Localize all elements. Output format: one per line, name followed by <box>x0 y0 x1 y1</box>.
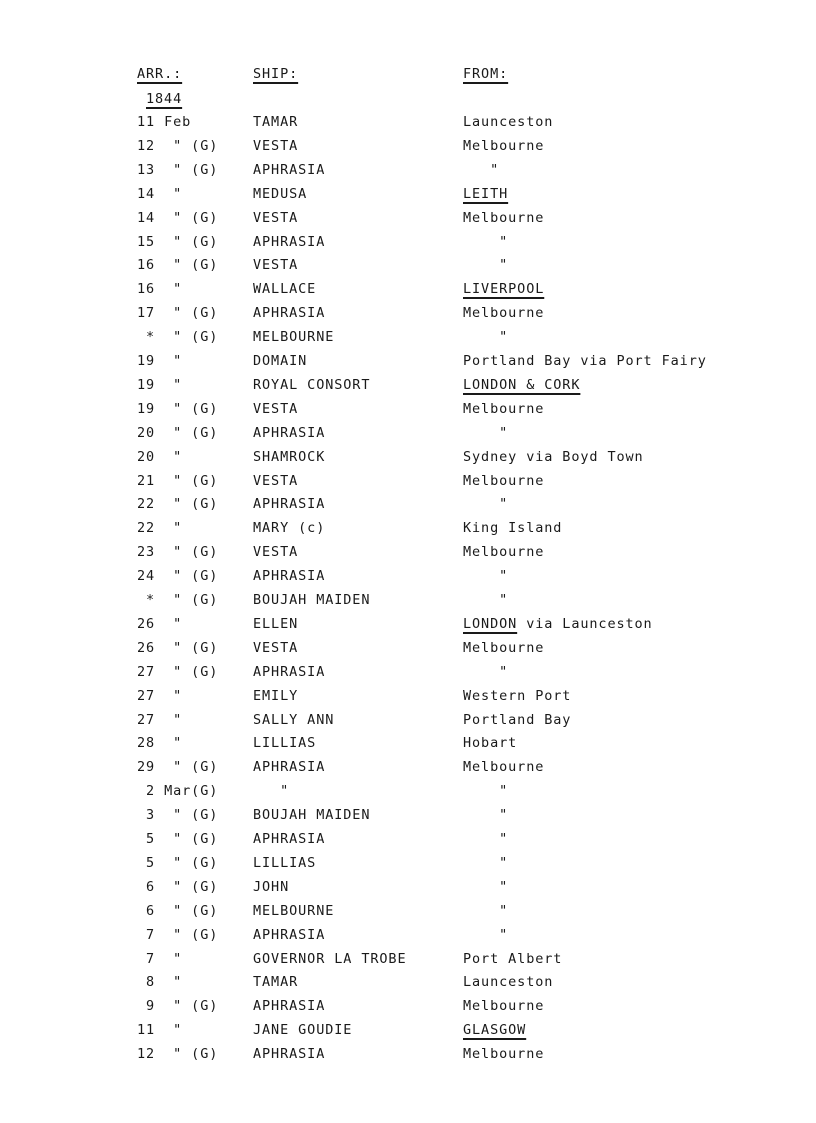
origin-text: " <box>463 878 509 895</box>
origin-text: Melbourne <box>463 998 545 1015</box>
ship-name: SHAMROCK <box>253 448 326 465</box>
origin <box>463 302 544 324</box>
origin <box>463 422 508 444</box>
table-row <box>0 948 816 970</box>
arrival-date: 16 " <box>137 281 183 298</box>
origin-text: Melbourne <box>463 759 545 776</box>
header-ship: SHIP: <box>253 66 299 82</box>
table-row <box>0 732 816 754</box>
origin <box>463 254 508 276</box>
ship-name: JOHN <box>253 878 290 895</box>
ship-name: LILLIAS <box>253 735 317 752</box>
origin-text: Melbourne <box>463 137 545 154</box>
origin <box>463 685 571 707</box>
ship-name: APHRASIA <box>253 1046 326 1063</box>
origin-port-underlined: LIVERPOOL <box>463 281 545 298</box>
ship-name: WALLACE <box>253 281 317 298</box>
header-from: FROM: <box>463 66 509 82</box>
origin <box>463 589 508 611</box>
table-row <box>0 804 816 826</box>
ship-name: TAMAR <box>253 974 299 991</box>
arrival-date: 19 " <box>137 376 183 393</box>
table-row <box>0 900 816 922</box>
arrival-date: 6 " (G) <box>137 878 219 895</box>
origin <box>463 111 553 133</box>
ship-name: MELBOURNE <box>253 329 335 346</box>
origin <box>463 350 707 372</box>
table-row <box>0 828 816 850</box>
ship-name: APHRASIA <box>253 424 326 441</box>
arrival-date: 22 " <box>137 520 183 537</box>
ship-name: VESTA <box>253 209 299 226</box>
ship-name: APHRASIA <box>253 496 326 513</box>
origin-text: Port Albert <box>463 950 563 967</box>
ship-name: TAMAR <box>253 114 299 130</box>
ship-name: APHRASIA <box>253 568 326 585</box>
origin-text: " <box>463 496 509 513</box>
table-row <box>0 852 816 874</box>
origin-text: Sydney via Boyd Town <box>463 448 644 465</box>
origin <box>463 900 508 922</box>
ship-name: VESTA <box>253 544 299 561</box>
arrival-date: 20 " (G) <box>137 424 219 441</box>
origin-text: " <box>463 902 509 919</box>
origin-port-underlined: LEITH <box>463 185 509 202</box>
table-row <box>0 302 816 324</box>
origin <box>463 732 517 754</box>
origin <box>463 231 508 253</box>
origin-text: " <box>463 329 509 346</box>
ship-name: APHRASIA <box>253 305 326 322</box>
arrival-date: 5 " (G) <box>137 854 219 871</box>
table-row <box>0 685 816 707</box>
origin <box>463 709 571 731</box>
table-row <box>0 446 816 468</box>
arrival-date: 20 " <box>137 448 183 465</box>
table-row <box>0 589 816 611</box>
ship-name: APHRASIA <box>253 161 326 178</box>
origin-text: via Launceston <box>517 615 653 632</box>
origin-text: Western Port <box>463 687 572 704</box>
table-row <box>0 470 816 492</box>
arrival-date: 12 " (G) <box>137 137 219 154</box>
origin-text: Melbourne <box>463 1046 545 1063</box>
arrival-date: 11 Feb <box>137 114 192 130</box>
origin-text: Melbourne <box>463 400 545 417</box>
origin <box>463 517 562 539</box>
origin-text: Melbourne <box>463 472 545 489</box>
table-row <box>0 924 816 946</box>
origin <box>463 207 544 229</box>
ship-name: BOUJAH MAIDEN <box>253 592 371 608</box>
origin <box>463 804 508 826</box>
table-row <box>0 541 816 563</box>
origin-text: Hobart <box>463 735 518 752</box>
origin-text: " <box>463 831 509 847</box>
origin-text: " <box>463 592 509 608</box>
ship-name: ELLEN <box>253 615 299 632</box>
arrival-date: * " (G) <box>137 592 219 608</box>
origin-text: Launceston <box>463 114 554 130</box>
origin-text: Melbourne <box>463 305 545 322</box>
origin <box>463 398 544 420</box>
origin <box>463 541 544 563</box>
table-row <box>0 326 816 348</box>
table-row <box>0 398 816 420</box>
origin-text: " <box>463 568 509 585</box>
header-arrival: ARR.: <box>137 66 183 82</box>
table-row <box>0 780 816 802</box>
ship-name: MARY (c) <box>253 520 326 537</box>
arrival-date: 15 " (G) <box>137 233 219 250</box>
table-row <box>0 135 816 157</box>
ship-name: " <box>253 783 290 800</box>
table-row <box>0 350 816 372</box>
ship-name: EMILY <box>253 687 299 704</box>
table-row <box>0 971 816 993</box>
ship-name: VESTA <box>253 472 299 489</box>
table-row <box>0 876 816 898</box>
arrival-date: 12 " (G) <box>137 1046 219 1063</box>
origin <box>463 1043 544 1065</box>
arrival-date: 26 " <box>137 615 183 632</box>
table-row <box>0 637 816 659</box>
arrival-date: 3 " (G) <box>137 807 219 824</box>
arrival-date: 6 " (G) <box>137 902 219 919</box>
table-row <box>0 613 816 635</box>
ship-name: VESTA <box>253 257 299 274</box>
arrival-date: 5 " (G) <box>137 831 219 847</box>
arrival-date: 27 " (G) <box>137 663 219 680</box>
arrival-date: 16 " (G) <box>137 257 219 274</box>
table-row <box>0 1043 816 1065</box>
table-row <box>0 422 816 444</box>
arrival-date: 27 " <box>137 687 183 704</box>
origin-text: " <box>463 424 509 441</box>
origin-text: Melbourne <box>463 639 545 656</box>
ship-name: APHRASIA <box>253 663 326 680</box>
origin <box>463 780 508 802</box>
origin <box>463 326 508 348</box>
origin <box>463 661 508 683</box>
origin <box>463 493 508 515</box>
table-row <box>0 661 816 683</box>
arrival-date: 9 " (G) <box>137 998 219 1015</box>
origin-text: Melbourne <box>463 544 545 561</box>
origin-port-underlined: GLASGOW <box>463 1022 527 1039</box>
table-row <box>0 374 816 396</box>
origin <box>463 828 508 850</box>
origin <box>463 948 562 970</box>
origin-text: King Island <box>463 520 563 537</box>
origin <box>463 1019 526 1041</box>
table-row <box>0 111 816 133</box>
origin <box>463 971 553 993</box>
arrival-date: 7 " (G) <box>137 926 219 943</box>
origin <box>463 159 499 181</box>
origin-text: Melbourne <box>463 209 545 226</box>
ship-name: APHRASIA <box>253 831 326 847</box>
arrival-date: 7 " <box>137 950 183 967</box>
arrival-date: * " (G) <box>137 329 219 346</box>
origin <box>463 135 544 157</box>
origin-text: Portland Bay via Port Fairy <box>463 353 707 369</box>
arrival-date: 14 " (G) <box>137 209 219 226</box>
origin <box>463 278 544 300</box>
ship-name: MEDUSA <box>253 185 308 202</box>
arrival-date: 26 " (G) <box>137 639 219 656</box>
table-row <box>0 517 816 539</box>
ship-name: APHRASIA <box>253 759 326 776</box>
origin-text: " <box>463 854 509 871</box>
ship-name: ROYAL CONSORT <box>253 376 371 393</box>
origin <box>463 565 508 587</box>
table-row <box>0 254 816 276</box>
origin <box>463 446 644 468</box>
ship-name: GOVERNOR LA TROBE <box>253 950 407 967</box>
origin-text: " <box>463 807 509 824</box>
arrival-date: 19 " (G) <box>137 400 219 417</box>
origin <box>463 374 580 396</box>
origin <box>463 637 544 659</box>
table-row <box>0 1019 816 1041</box>
table-row <box>0 565 816 587</box>
arrival-date: 21 " (G) <box>137 472 219 489</box>
origin-port-underlined: LONDON <box>463 615 518 632</box>
arrival-date: 22 " (G) <box>137 496 219 513</box>
table-row <box>0 709 816 731</box>
ship-name: VESTA <box>253 639 299 656</box>
arrival-date: 17 " (G) <box>137 305 219 322</box>
origin <box>463 756 544 778</box>
origin <box>463 924 508 946</box>
origin-text: " <box>463 233 509 250</box>
arrival-date: 29 " (G) <box>137 759 219 776</box>
arrival-date: 24 " (G) <box>137 568 219 585</box>
ship-name: SALLY ANN <box>253 711 335 728</box>
origin-text: Launceston <box>463 974 554 991</box>
ship-name: DOMAIN <box>253 353 308 369</box>
origin <box>463 613 653 635</box>
origin-text: Portland Bay <box>463 711 572 728</box>
origin-port-underlined: LONDON & CORK <box>463 376 581 393</box>
arrival-date: 8 " <box>137 974 183 991</box>
origin <box>463 852 508 874</box>
table-row <box>0 183 816 205</box>
arrival-date: 11 " <box>137 1022 183 1039</box>
origin <box>463 995 544 1017</box>
table-row <box>0 493 816 515</box>
ship-name: JANE GOUDIE <box>253 1022 353 1039</box>
table-row <box>0 159 816 181</box>
ship-name: VESTA <box>253 400 299 417</box>
arrival-date: 13 " (G) <box>137 161 219 178</box>
table-row <box>0 207 816 229</box>
origin <box>463 470 544 492</box>
ship-name: BOUJAH MAIDEN <box>253 807 371 824</box>
table-row <box>0 278 816 300</box>
table-row <box>0 231 816 253</box>
ship-name: APHRASIA <box>253 998 326 1015</box>
arrival-date: 23 " (G) <box>137 544 219 561</box>
table-row <box>0 756 816 778</box>
ship-name: APHRASIA <box>253 926 326 943</box>
ship-name: VESTA <box>253 137 299 154</box>
origin <box>463 183 508 205</box>
table-row <box>0 995 816 1017</box>
origin-text: " <box>463 257 509 274</box>
arrival-date: 27 " <box>137 711 183 728</box>
origin-text: " <box>463 926 509 943</box>
origin-text: " <box>463 161 500 178</box>
ship-name: MELBOURNE <box>253 902 335 919</box>
arrival-date: 2 Mar(G) <box>137 783 219 800</box>
year-label: 1844 <box>146 91 183 107</box>
origin-text: " <box>463 663 509 680</box>
ship-name: APHRASIA <box>253 233 326 250</box>
arrival-date: 19 " <box>137 353 183 369</box>
origin <box>463 876 508 898</box>
arrival-date: 28 " <box>137 735 183 752</box>
origin-text: " <box>463 783 509 800</box>
ship-name: LILLIAS <box>253 854 317 871</box>
arrival-date: 14 " <box>137 185 183 202</box>
